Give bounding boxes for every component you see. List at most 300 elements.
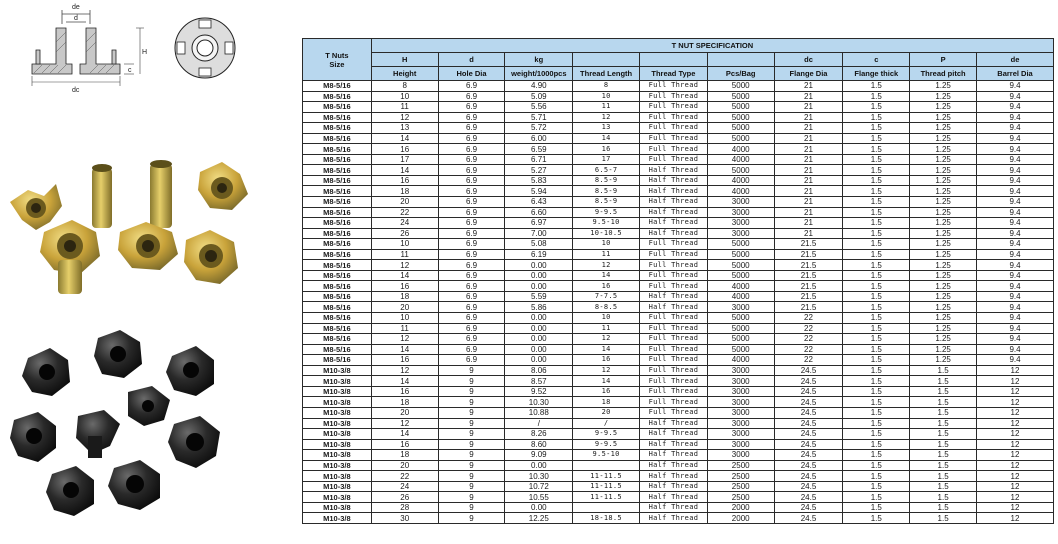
table-cell: 12 [977,429,1054,440]
table-cell: 9.4 [977,186,1054,197]
table-cell: 5000 [707,313,774,324]
size-cell: M10-3/8 [303,513,372,524]
table-cell: 5000 [707,112,774,123]
table-cell: 11 [573,249,640,260]
table-cell: 26 [371,228,438,239]
table-cell: 1.25 [910,355,977,366]
table-cell: 24.5 [774,492,843,503]
table-cell: 1.25 [910,207,977,218]
table-cell: 9 [438,502,505,513]
table-cell: Full Thread [640,281,708,292]
table-cell: 21.5 [774,281,843,292]
table-cell: 16 [573,144,640,155]
table-cell: 9.52 [505,386,573,397]
table-cell: 1.25 [910,281,977,292]
table-cell: 6.9 [438,281,505,292]
label-de: de [72,4,80,11]
table-cell: 1.5 [910,407,977,418]
table-cell: 1.5 [910,481,977,492]
size-cell: M8-5/16 [303,228,372,239]
table-cell: 21 [774,102,843,113]
table-cell: Half Thread [640,291,708,302]
table-row [303,397,1054,408]
table-cell: 4000 [707,291,774,302]
table-cell: 10.72 [505,481,573,492]
table-cell: 3000 [707,386,774,397]
table-row [303,123,1054,134]
table-cell: 9.4 [977,144,1054,155]
table-cell: 24.5 [774,502,843,513]
column-code-8: c [843,53,910,67]
table-row [303,133,1054,144]
table-cell: 9.4 [977,154,1054,165]
table-cell: 1.5 [843,429,910,440]
table-cell: 24.5 [774,460,843,471]
table-cell: 6.9 [438,197,505,208]
table-cell: 1.5 [843,186,910,197]
table-cell: 1.5 [843,471,910,482]
column-header-6: Pcs/Bag [707,67,774,81]
table-cell: 9 [438,397,505,408]
table-cell: 1.5 [843,112,910,123]
table-cell: 9 [438,481,505,492]
column-code-6 [707,53,774,67]
table-cell: 0.00 [505,460,573,471]
table-cell: 9.4 [977,355,1054,366]
table-cell: 1.5 [843,270,910,281]
table-cell: 10 [371,91,438,102]
table-cell: 18-18.5 [573,513,640,524]
table-row [303,91,1054,102]
table-cell: 3000 [707,376,774,387]
table-row [303,175,1054,186]
table-cell: Full Thread [640,344,708,355]
table-cell: 10 [573,313,640,324]
table-row [303,197,1054,208]
table-cell: 21 [774,112,843,123]
table-cell: 3000 [707,218,774,229]
table-cell: Full Thread [640,407,708,418]
table-cell: 9.4 [977,123,1054,134]
table-cell: 21.5 [774,270,843,281]
table-cell: 1.5 [843,91,910,102]
table-cell: 12 [371,112,438,123]
table-cell: Half Thread [640,175,708,186]
table-cell: 21.5 [774,291,843,302]
table-cell: 1.25 [910,249,977,260]
table-cell: 3000 [707,365,774,376]
column-header-3: weight/1000pcs [505,67,573,81]
table-cell: 1.5 [910,365,977,376]
table-cell: 1.25 [910,228,977,239]
table-cell: 18 [573,397,640,408]
table-row [303,481,1054,492]
table-cell: 5.94 [505,186,573,197]
table-row [303,429,1054,440]
table-cell: 16 [371,439,438,450]
size-cell: M10-3/8 [303,397,372,408]
product-image-panel [0,0,300,544]
table-cell: 1.5 [843,450,910,461]
table-cell: 3000 [707,439,774,450]
table-cell: 9.4 [977,207,1054,218]
size-cell: M10-3/8 [303,418,372,429]
table-cell: 14 [573,133,640,144]
table-cell: 1.25 [910,165,977,176]
table-cell: 9.09 [505,450,573,461]
table-cell: 22 [371,207,438,218]
table-row [303,376,1054,387]
table-cell: Full Thread [640,133,708,144]
table-cell: 1.5 [843,228,910,239]
size-cell: M8-5/16 [303,207,372,218]
table-cell: 1.5 [910,513,977,524]
table-cell: 24.5 [774,418,843,429]
table-cell: 1.5 [843,123,910,134]
table-row [303,407,1054,418]
table-cell: 3000 [707,407,774,418]
table-cell: 5000 [707,344,774,355]
table-cell: 1.5 [843,502,910,513]
table-cell: 8.5-9 [573,197,640,208]
column-header-2: Hole Dia [438,67,505,81]
table-cell: 21 [774,175,843,186]
table-cell: Full Thread [640,386,708,397]
table-cell: 2000 [707,513,774,524]
table-row [303,355,1054,366]
table-cell: Full Thread [640,365,708,376]
table-cell: 1.25 [910,81,977,92]
table-cell: 1.5 [843,207,910,218]
table-cell: 16 [371,386,438,397]
table-cell: 9 [438,513,505,524]
table-cell: 9.4 [977,249,1054,260]
table-cell: 14 [371,165,438,176]
table-cell: 22 [774,323,843,334]
table-cell: Full Thread [640,260,708,271]
size-cell: M8-5/16 [303,323,372,334]
table-cell: Full Thread [640,313,708,324]
table-cell: 0.00 [505,270,573,281]
table-row [303,492,1054,503]
table-cell: 16 [371,144,438,155]
size-cell: M10-3/8 [303,365,372,376]
table-cell: 12 [977,386,1054,397]
table-cell: 10.30 [505,397,573,408]
size-cell: M8-5/16 [303,197,372,208]
table-row [303,344,1054,355]
table-cell: Full Thread [640,123,708,134]
size-cell: M10-3/8 [303,376,372,387]
table-cell [573,460,640,471]
table-cell: 6.9 [438,175,505,186]
table-cell: 9 [438,365,505,376]
black-oxide-tee-nuts-photo [10,328,240,538]
table-cell: 1.5 [843,302,910,313]
column-code-3: kg [505,53,573,67]
table-cell: 1.25 [910,302,977,313]
table-cell: 8-8.5 [573,302,640,313]
table-cell: 4000 [707,186,774,197]
table-cell: 14 [371,133,438,144]
table-row [303,239,1054,250]
table-cell: 24.5 [774,397,843,408]
table-cell: 21 [774,165,843,176]
table-cell: 1.25 [910,91,977,102]
table-cell: 7-7.5 [573,291,640,302]
table-row [303,450,1054,461]
table-cell: 12 [573,260,640,271]
table-cell: 24.5 [774,386,843,397]
table-cell: 12.25 [505,513,573,524]
table-cell: 1.5 [843,397,910,408]
table-cell: 5000 [707,102,774,113]
table-cell: 6.9 [438,355,505,366]
table-cell: 9 [438,429,505,440]
table-row [303,260,1054,271]
table-cell: 0.00 [505,323,573,334]
column-code-2: d [438,53,505,67]
table-cell: / [573,418,640,429]
table-cell: 2500 [707,471,774,482]
table-cell: 24.5 [774,481,843,492]
table-cell: 21 [774,91,843,102]
table-cell: Half Thread [640,186,708,197]
table-cell: 1.5 [843,165,910,176]
table-cell: 5.08 [505,239,573,250]
table-cell: 6.9 [438,323,505,334]
table-cell: 9.4 [977,228,1054,239]
table-cell: 1.25 [910,323,977,334]
table-cell: Full Thread [640,323,708,334]
table-cell: 0.00 [505,502,573,513]
table-cell: Full Thread [640,154,708,165]
table-cell: 18 [371,397,438,408]
table-cell: 1.25 [910,112,977,123]
table-cell: 6.60 [505,207,573,218]
column-code-4 [573,53,640,67]
table-cell: 1.25 [910,123,977,134]
table-cell: 1.5 [910,502,977,513]
table-cell: 1.5 [843,218,910,229]
table-cell: 1.5 [843,376,910,387]
table-row [303,502,1054,513]
size-cell: M8-5/16 [303,81,372,92]
table-cell: 5000 [707,123,774,134]
table-cell: Full Thread [640,102,708,113]
table-cell: 21 [774,81,843,92]
table-cell: 11 [371,249,438,260]
table-cell: 26 [371,492,438,503]
table-cell: 1.25 [910,144,977,155]
table-cell: 1.5 [843,81,910,92]
table-cell: 9 [438,376,505,387]
column-code-row [303,53,1054,67]
table-cell: 16 [371,281,438,292]
table-row [303,386,1054,397]
size-header-line2: Size [329,59,345,69]
table-cell: 9.4 [977,281,1054,292]
table-cell: 6.9 [438,313,505,324]
table-cell: 6.9 [438,249,505,260]
table-cell: 22 [774,344,843,355]
table-cell: 18 [371,186,438,197]
table-cell: 1.5 [910,397,977,408]
table-cell: 30 [371,513,438,524]
table-cell: Full Thread [640,249,708,260]
table-cell: Half Thread [640,450,708,461]
table-cell: 3000 [707,429,774,440]
table-cell: 24.5 [774,439,843,450]
table-cell: 13 [371,123,438,134]
table-cell: 5.83 [505,175,573,186]
table-cell: 1.5 [843,334,910,345]
table-cell: 21.5 [774,239,843,250]
table-cell: 5000 [707,260,774,271]
table-cell: 1.5 [843,260,910,271]
size-cell: M10-3/8 [303,502,372,513]
table-cell: Half Thread [640,207,708,218]
table-cell: 9.4 [977,323,1054,334]
table-cell: 4000 [707,175,774,186]
table-cell: 16 [573,281,640,292]
table-cell: 14 [573,376,640,387]
table-cell: 12 [371,365,438,376]
table-cell: 1.25 [910,344,977,355]
table-cell: 9.4 [977,291,1054,302]
table-row [303,418,1054,429]
table-cell: 21.5 [774,260,843,271]
table-cell: 1.5 [843,154,910,165]
table-cell: 9 [438,492,505,503]
table-cell: 1.5 [910,439,977,450]
size-cell: M8-5/16 [303,218,372,229]
table-cell: 1.5 [843,291,910,302]
column-code-7: dc [774,53,843,67]
table-cell: 20 [371,197,438,208]
table-cell: Half Thread [640,460,708,471]
table-cell: 6.9 [438,302,505,313]
table-cell: 10 [371,239,438,250]
table-cell: 14 [371,270,438,281]
table-cell: Half Thread [640,302,708,313]
size-cell: M8-5/16 [303,249,372,260]
table-cell: 1.5 [843,281,910,292]
size-cell: M8-5/16 [303,291,372,302]
table-cell: 12 [977,407,1054,418]
table-cell: 3000 [707,207,774,218]
table-cell: 18 [371,450,438,461]
column-header-5: Thread Type [640,67,708,81]
t-nut-specification-table [302,38,1054,524]
cross-section-drawing [10,2,150,94]
table-row [303,291,1054,302]
table-row [303,228,1054,239]
table-cell: Half Thread [640,197,708,208]
table-cell: Half Thread [640,439,708,450]
size-cell: M10-3/8 [303,386,372,397]
table-cell: 6.9 [438,344,505,355]
table-cell: 9.4 [977,165,1054,176]
table-cell: 6.9 [438,133,505,144]
table-cell: 20 [371,407,438,418]
table-cell: 1.5 [843,386,910,397]
table-cell: 1.25 [910,133,977,144]
table-cell: 12 [977,513,1054,524]
table-cell: 9 [438,418,505,429]
table-cell: 9.4 [977,81,1054,92]
size-cell: M10-3/8 [303,429,372,440]
table-cell: 12 [573,334,640,345]
size-cell: M8-5/16 [303,313,372,324]
table-cell: 1.5 [843,513,910,524]
table-cell: 13 [573,123,640,134]
table-cell: 12 [573,365,640,376]
table-title: T NUT SPECIFICATION [371,39,1053,53]
table-cell: 12 [977,492,1054,503]
size-cell: M8-5/16 [303,239,372,250]
table-cell: 9.4 [977,175,1054,186]
table-cell: 4000 [707,144,774,155]
table-cell: Half Thread [640,429,708,440]
table-cell: 21 [774,133,843,144]
table-cell: 12 [977,481,1054,492]
column-code-10: de [977,53,1054,67]
table-cell: 9.5-10 [573,450,640,461]
size-cell: M8-5/16 [303,175,372,186]
table-cell: 6.9 [438,260,505,271]
table-cell: 12 [977,365,1054,376]
table-cell: 12 [573,112,640,123]
table-cell: 16 [371,355,438,366]
table-cell: 6.9 [438,186,505,197]
table-cell: 12 [371,260,438,271]
table-cell: 8.5-9 [573,186,640,197]
table-cell: 5.27 [505,165,573,176]
table-cell: 16 [573,386,640,397]
table-cell: 9-9.5 [573,207,640,218]
table-cell: 6.9 [438,123,505,134]
table-cell: 5.56 [505,102,573,113]
table-cell: 1.5 [843,492,910,503]
table-cell: Full Thread [640,270,708,281]
table-cell: 24 [371,481,438,492]
table-cell: 9 [438,439,505,450]
table-cell: 5000 [707,334,774,345]
table-row [303,323,1054,334]
table-cell: 1.5 [910,429,977,440]
table-cell: 1.5 [843,239,910,250]
table-cell: Full Thread [640,239,708,250]
table-cell: 21 [774,228,843,239]
table-cell: 11-11.5 [573,481,640,492]
table-cell: 4000 [707,355,774,366]
size-cell: M8-5/16 [303,91,372,102]
column-header-7: Flange Dia [774,67,843,81]
table-cell: 3000 [707,228,774,239]
table-cell: 6.19 [505,249,573,260]
size-cell: M8-5/16 [303,344,372,355]
table-cell: 0.00 [505,355,573,366]
table-cell: 1.5 [843,175,910,186]
table-cell: Full Thread [640,91,708,102]
table-cell: 10-10.5 [573,228,640,239]
table-cell: 5.86 [505,302,573,313]
table-cell: 5000 [707,323,774,334]
table-row [303,207,1054,218]
table-cell: 2000 [707,502,774,513]
column-header-9: Thread pitch [910,67,977,81]
